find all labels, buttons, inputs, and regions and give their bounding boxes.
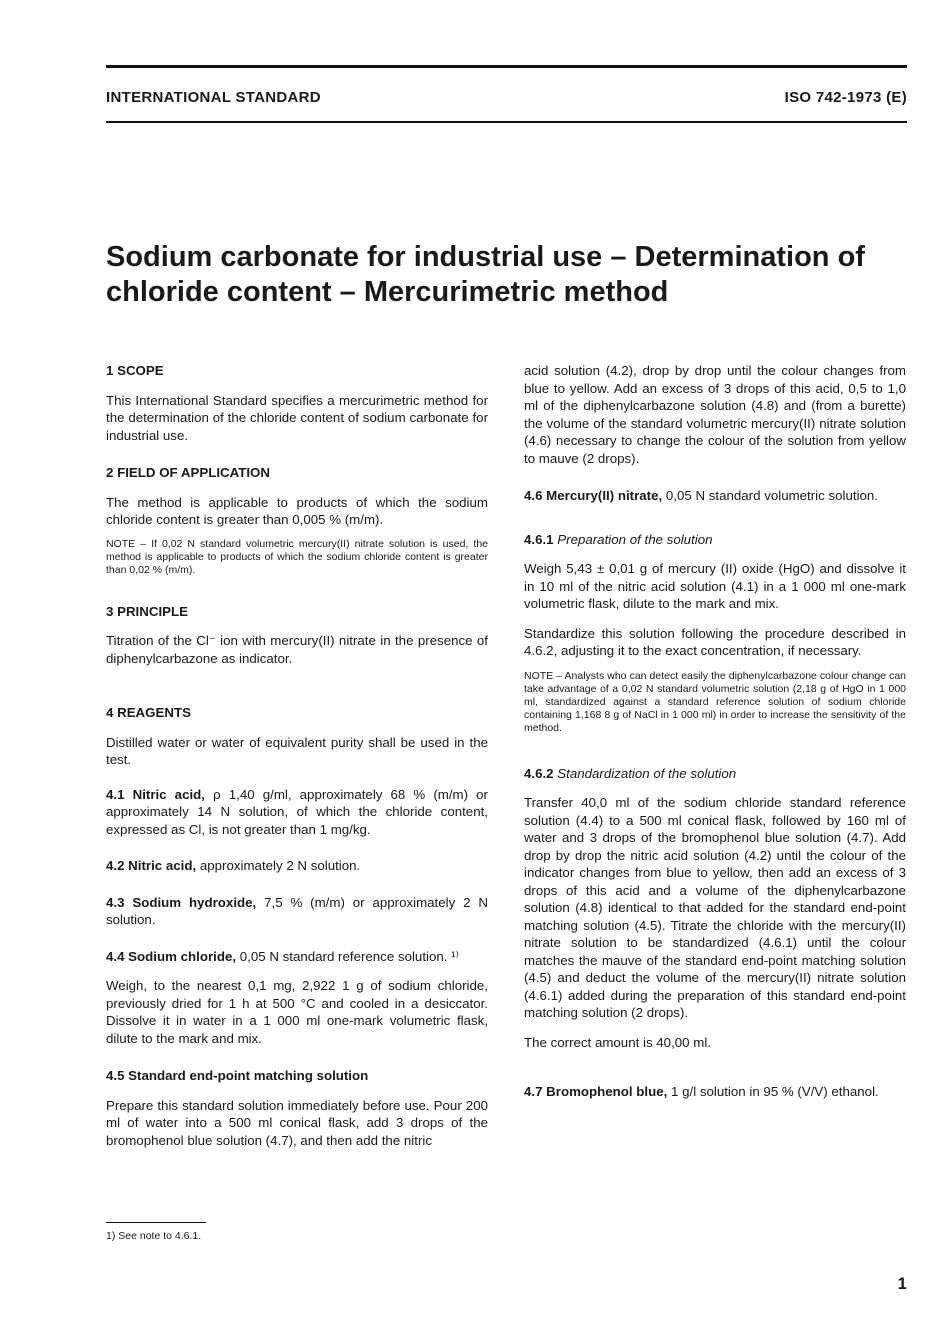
reagent-4-6 [524, 487, 906, 505]
reagent-4-6-1-heading [524, 531, 906, 549]
reagent-4-5-heading: 4.5 Standard end-point matching solution [106, 1068, 369, 1083]
section-scope-heading: 1 SCOPE [106, 363, 164, 378]
right-column [524, 362, 906, 1101]
footnote: 1) See note to 4.6.1. [106, 1230, 202, 1242]
reagent-4-7-label: 4.7 Bromophenol blue, [524, 1084, 668, 1099]
reagent-4-6-2-number: 4.6.2 [524, 765, 554, 781]
reagent-4-3-text: 7,5 % (m/m) or approximately 2 N solution. [106, 894, 488, 927]
reagent-4-3-label: 4.3 Sodium hydroxide, [106, 894, 257, 910]
reagent-4-2 [106, 857, 488, 875]
section-field-heading: 2 FIELD OF APPLICATION [106, 465, 270, 480]
reagent-4-6-1-number: 4.6.1 [524, 531, 554, 547]
section-field-text: The method is applicable to products of which the sodium chloride content is greater than 0,005 % (m/m). [106, 494, 488, 527]
section-field-note: NOTE – If 0,02 N standard volumetric mercury(II) nitrate solution is used, the method is applicable to products of which the sodium chloride content is greater than 0,02 % (m/m). [106, 537, 488, 576]
standard-number: ISO 742-1973 (E) [784, 89, 907, 106]
reagent-4-2-label: 4.2 Nitric acid, [106, 858, 197, 873]
left-column [106, 362, 488, 1149]
reagent-4-2-text: approximately 2 N solution. [196, 858, 361, 873]
reagent-4-6-2-result: The correct amount is 40,00 ml. [524, 1034, 711, 1050]
reagent-4-4 [106, 948, 488, 966]
reagent-4-6-1-text: Weigh 5,43 ± 0,01 g of mercury (II) oxide (HgO) and dissolve it in 10 ml of the nitric acid solution (4.1) in a 1 000 ml one-mark volumetric flask, dilute to the mark and mix. [524, 561, 906, 611]
reagent-4-6-2-title: Standardization of the solution [553, 765, 737, 781]
section-scope-text: This International Standard specifies a mercurimetric method for the determination of the chloride content of sodium carbonate for industrial use. [106, 392, 488, 443]
reagent-4-7-text: 1 g/l solution in 95 % (V/V) ethanol. [667, 1084, 879, 1099]
reagent-4-5-text: Prepare this standard solution immediately before use. Pour 200 ml of water into a 500 ml conical flask, add 3 drops of the bromophenol blue solution (4.7), and then add the nitric [106, 1097, 488, 1148]
reagent-4-4-label: 4.4 Sodium chloride, [106, 948, 237, 964]
section-reagents-heading: 4 REAGENTS [106, 705, 191, 720]
reagent-4-1-text: ρ 1,40 g/ml, approximately 68 % (m/m) or approximately 14 N solution, of which the chloride content, expressed as Cl, is not greater than 1 mg/kg. [106, 786, 488, 837]
standard-type: INTERNATIONAL STANDARD [106, 89, 321, 106]
reagent-4-4-text: 0,05 N standard reference solution. ¹⁾ [236, 948, 459, 964]
document-title [106, 240, 906, 310]
title-line-1: Sodium carbonate for industrial use – Determination of [106, 241, 865, 273]
reagent-4-6-1-note: NOTE – Analysts who can detect easily the diphenylcarbazone colour change can take advantage of a 0,02 N standard volumetric solution (2,18 g of HgO in 1 000 ml, standardized against a standard reference solution of sodium chloride containing 1,168 8 g of NaCl in 1 000 ml) in order to increase the sensitivity of the method. [524, 669, 906, 734]
section-principle-text: Titration of the Cl⁻ ion with mercury(II) nitrate in the presence of diphenylcarbazone as indicator. [106, 633, 488, 666]
reagent-4-6-1-title: Preparation of the solution [553, 531, 713, 547]
section-principle-heading: 3 PRINCIPLE [106, 603, 189, 619]
reagent-4-3 [106, 894, 488, 929]
header-rule [106, 121, 907, 123]
reagent-4-4-procedure: Weigh, to the nearest 0,1 mg, 2,922 1 g of sodium chloride, previously dried for 1 h at 500 °C and cooled in a desiccator. Dissolve it in water in a 1 000 ml one-mark volumetric flask, dilute to the mark and mix. [106, 978, 488, 1046]
title-line-2: chloride content – Mercurimetric method [106, 276, 669, 308]
page-number: 1 [897, 1274, 907, 1293]
reagent-4-6-text: 0,05 N standard volumetric solution. [662, 488, 879, 503]
reagent-4-1-label: 4.1 Nitric acid, [106, 786, 205, 802]
continued-text: acid solution (4.2), drop by drop until the colour changes from blue to yellow. Add an excess of 3 drops of this acid, 0,5 to 1,0 ml of the diphenylcarbazone solution (4.8) and (from a burette) the volume of the standard volumetric mercury(II) nitrate solution (4.6) necessary to change the colour of the solution from yellow to mauve (2 drops). [524, 363, 906, 466]
section-reagents-text: Distilled water or water of equivalent purity shall be used in the test. [106, 734, 488, 767]
reagent-4-6-2-text: Transfer 40,0 ml of the sodium chloride standard reference solution (4.4) to a 500 ml conical flask, followed by 160 ml of water and 3 drops of the bromophenol blue solution (4.7). Add drop by drop the nitric acid solution (4.2) until the colour of the indicator changes from blue to yellow, then add an excess of 3 drops of this acid and a volume of the diphenylcarbazone solution (4.8) identical to that added for the standard end-point matching solution (4.5). Titrate the chloride with the mercury(II) nitrate solution to be standardized (4.6.1) until the colour matches the mauve of the standard end-point matching solution (4.5) and deduct the volume of the mercury(II) nitrate solution (4.6.1) added during the preparation of this standard end-point matching solution (2 drops). [524, 795, 906, 1020]
reagent-4-6-1-text-2: Standardize this solution following the procedure described in 4.6.2, adjusting it to the exact concentration, if necessary. [524, 625, 906, 658]
footnote-rule [106, 1222, 206, 1223]
reagent-4-6-label: 4.6 Mercury(II) nitrate, [524, 488, 663, 503]
top-rule [106, 65, 907, 68]
reagent-4-6-2-heading [524, 765, 906, 783]
reagent-4-7 [524, 1083, 906, 1101]
reagent-4-1 [106, 786, 488, 839]
